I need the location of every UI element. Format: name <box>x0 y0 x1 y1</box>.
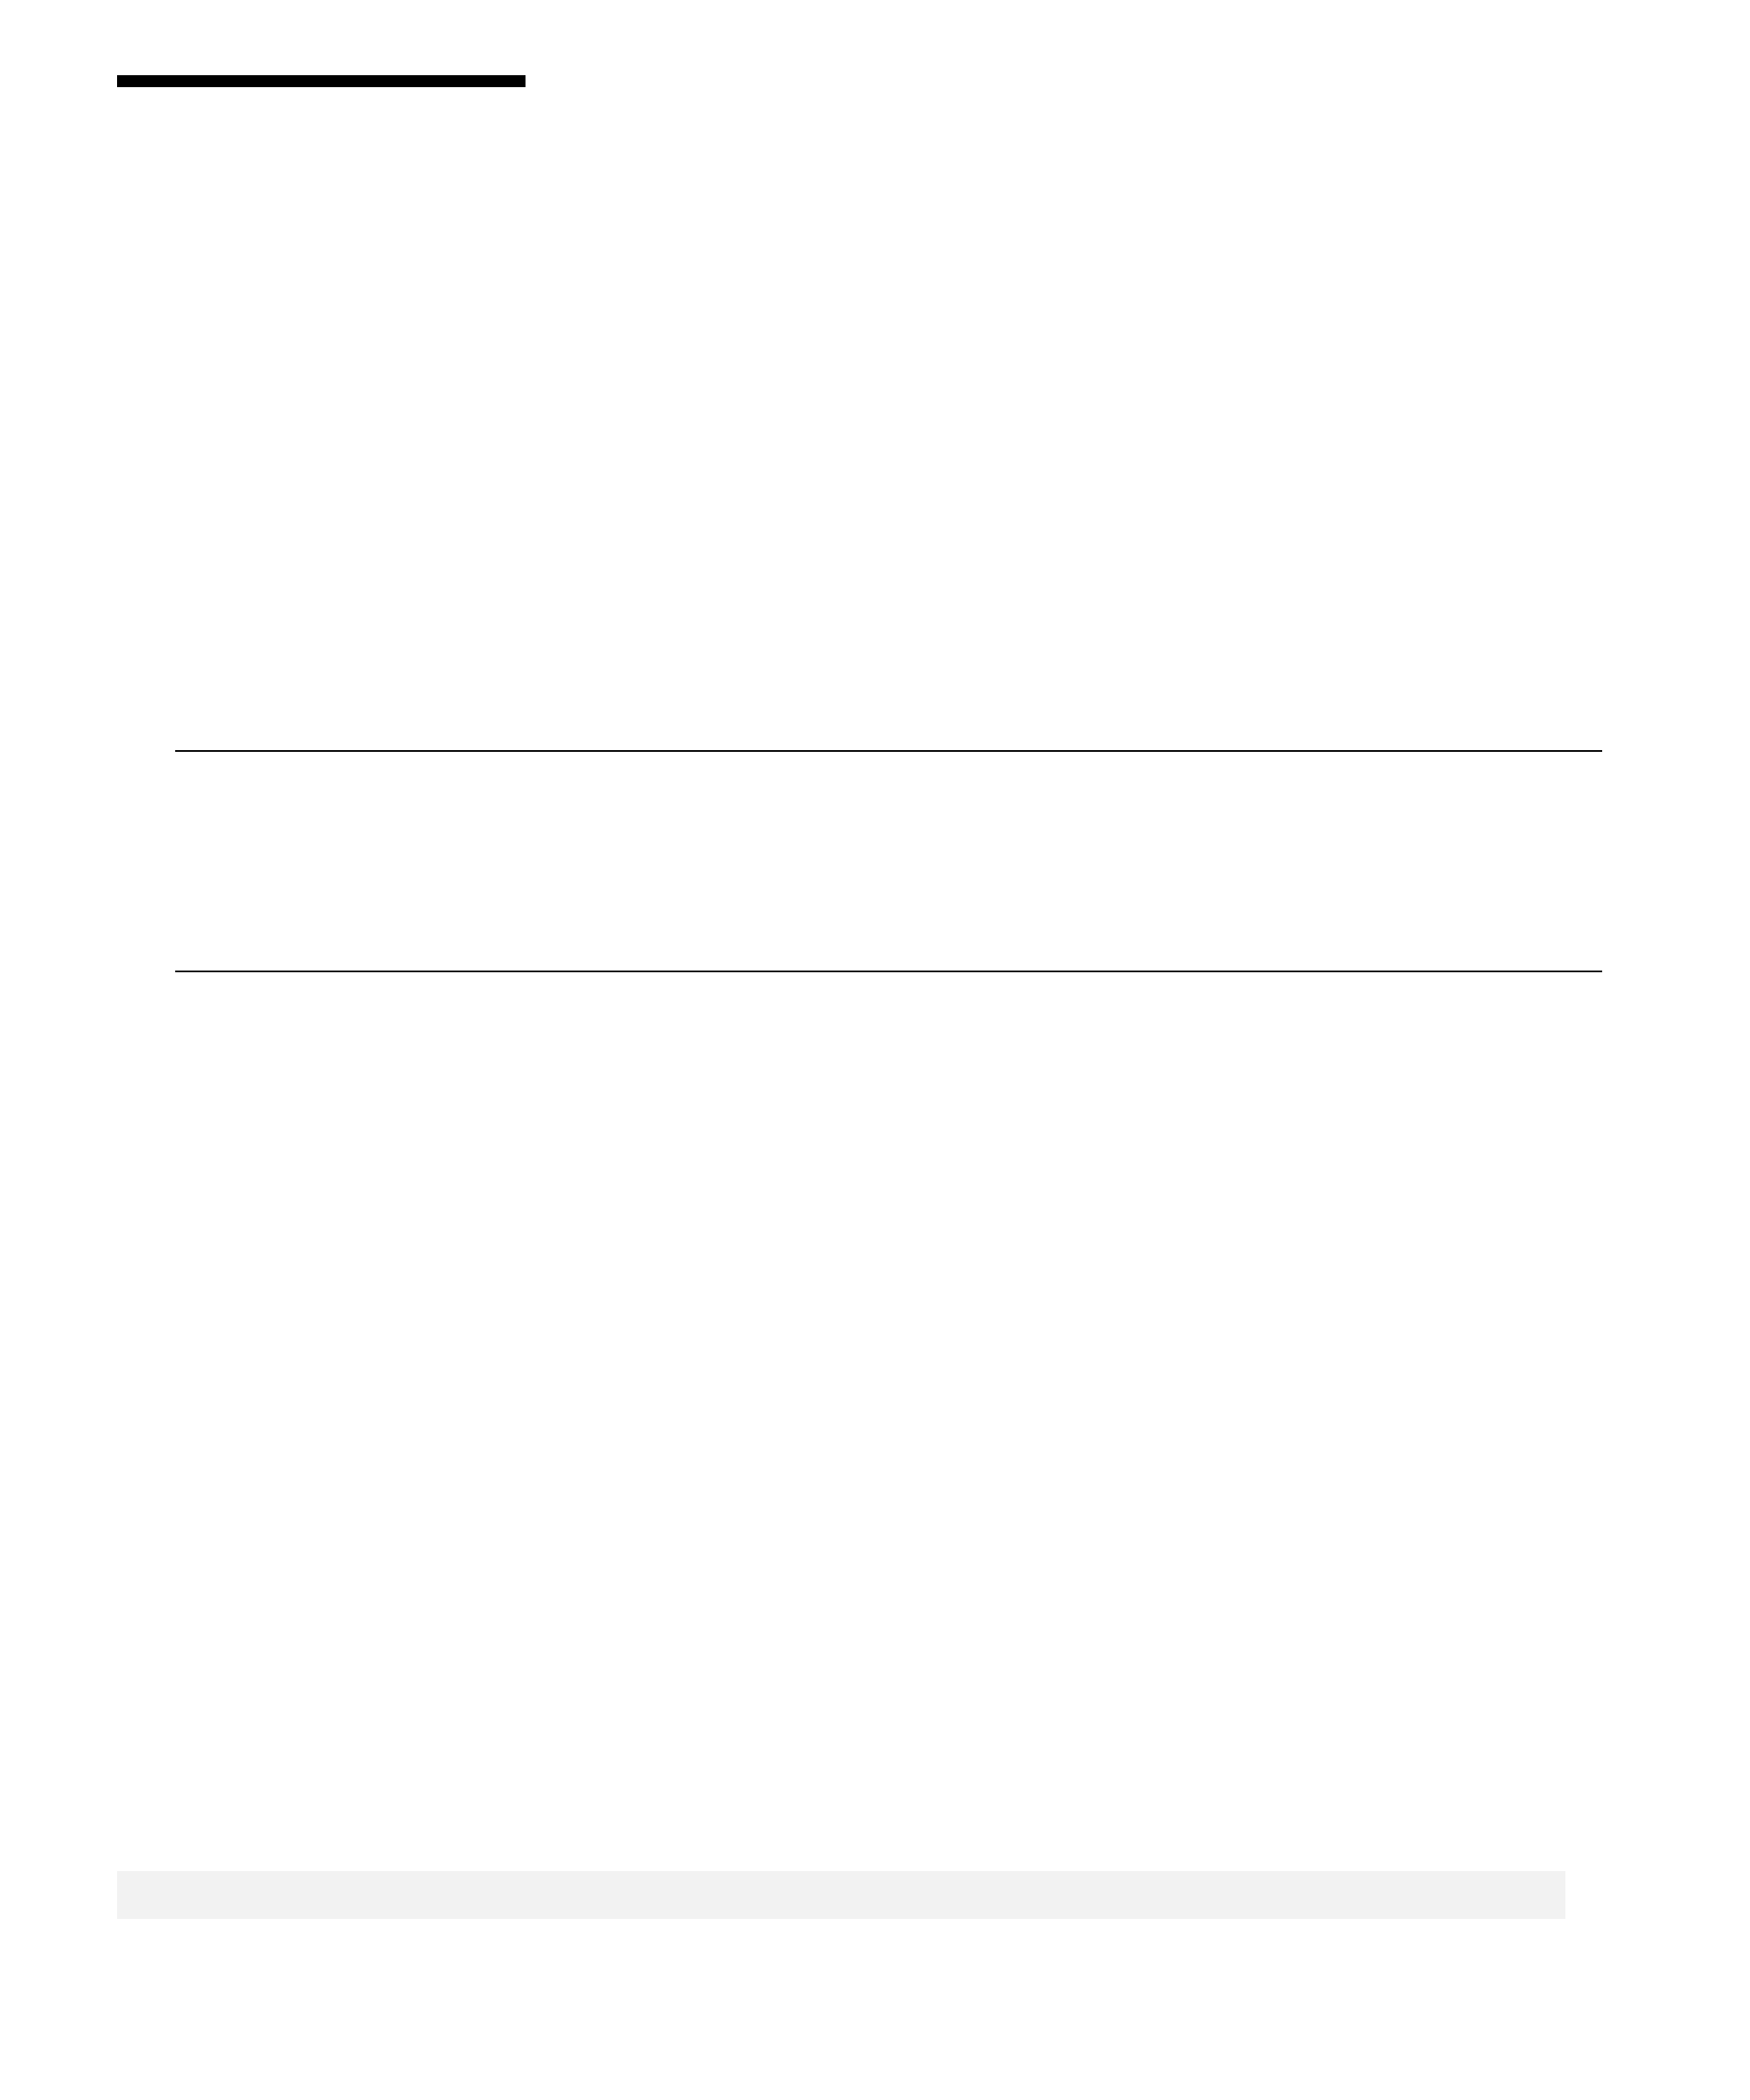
top-rule <box>117 75 526 87</box>
cd-header-rule <box>175 971 1602 972</box>
footer-band <box>117 1871 1565 1919</box>
fk-header-rule <box>175 750 1602 752</box>
